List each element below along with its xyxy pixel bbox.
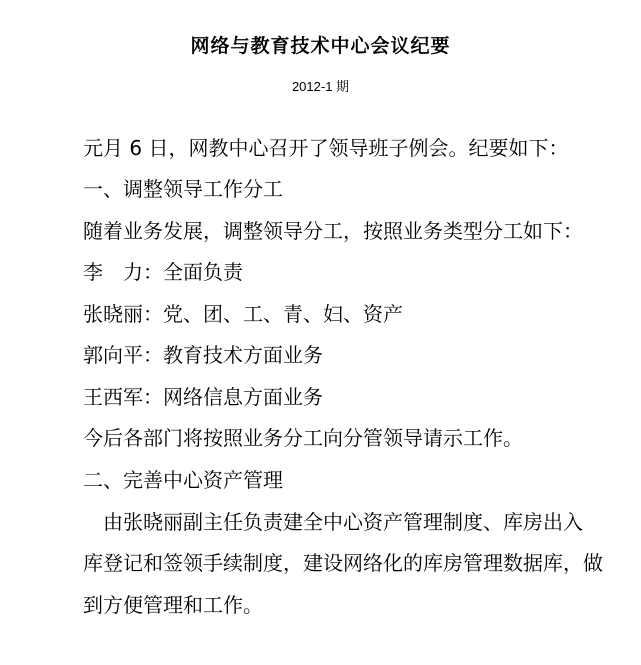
reporting-instruction-line: 今后各部门将按照业务分工向分管领导请示工作。 [83,426,523,450]
asset-paragraph-line-2: 库登记和签领手续制度，建设网络化的库房管理数据库，做 [83,551,603,575]
division-intro-line: 随着业务发展，调整领导分工，按照业务类型分工如下： [83,219,583,243]
duty-line-zhang-xiaoli: 张晓丽：党、团、工、青、妇、资产 [83,302,403,326]
asset-paragraph-line-1: 由张晓丽副主任负责建全中心资产管理制度、库房出入 [83,510,583,534]
section-one-heading: 一、调整领导工作分工 [83,177,283,201]
asset-paragraph-line-3: 到方便管理和工作。 [83,593,263,617]
meeting-intro-line: 元月 6 日，网教中心召开了领导班子例会。纪要如下： [83,136,569,160]
section-two-heading: 二、完善中心资产管理 [83,468,283,492]
document-title: 网络与教育技术中心会议纪要 [190,35,451,57]
duty-line-li-li: 李 力：全面负责 [83,260,243,284]
duty-line-guo-xiangping: 郭向平：教育技术方面业务 [83,343,323,367]
duty-line-wang-xijun: 王西军：网络信息方面业务 [83,385,323,409]
document-issue-number: 2012-1 期 [291,79,350,94]
